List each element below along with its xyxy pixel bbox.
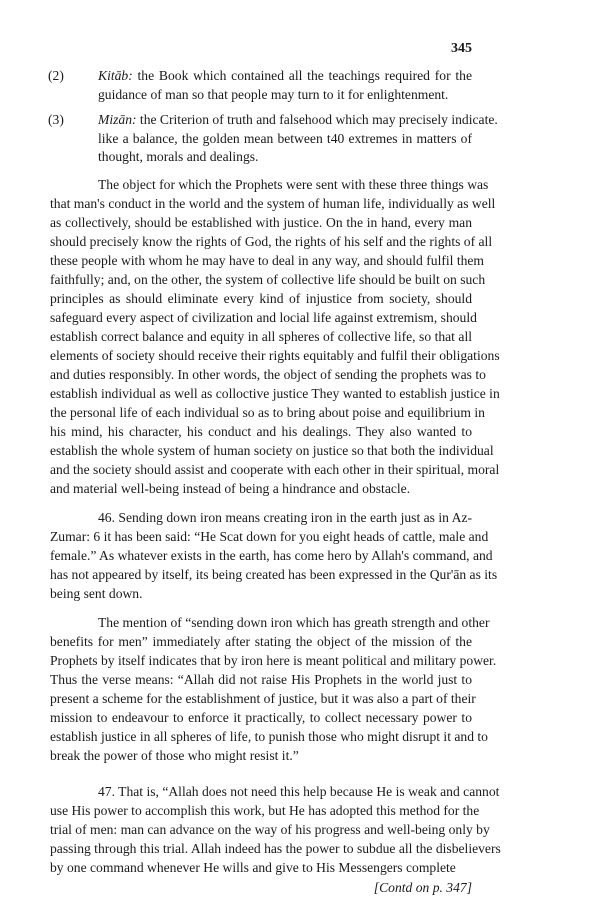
list-label: (2)	[48, 68, 64, 83]
note-47-paragraph	[50, 782, 501, 877]
text-line: principles as should eliminate every kind of injustice from society, should	[50, 291, 472, 306]
text-line: break the power of those who might resist it.”	[50, 748, 299, 763]
text-line: passing through this trial. Allah indeed has the power to subdue all the disbelievers	[50, 841, 501, 856]
text-line: guidance of man so that people may turn to it for enlightenment.	[98, 86, 449, 102]
text-line: safeguard every aspect of civilization and locial life against extremism, should	[50, 310, 477, 325]
text-line: Prophets by itself indicates that by iron here is meant political and military power.	[50, 653, 497, 668]
note-46-paragraph	[50, 508, 498, 603]
text-line: establish justice in all spheres of life, to punish those who might disrupt it and to	[50, 729, 488, 744]
text-line: like a balance, the golden mean between t40 extremes in matters of	[98, 130, 472, 146]
text-line: Thus the verse means: “Allah did not raise His Prophets in the world just to	[50, 672, 472, 687]
text-line: and the society should assist and cooperate with each other in their spiritual, moral	[50, 462, 500, 477]
text-line: by one command whenever He wills and give to His Messengers complete	[50, 860, 456, 875]
text-line: benefits for men” immediately after stating the object of the mission of the	[50, 634, 472, 649]
definition-text: the Criterion of truth and falsehood which may precisely indicate.	[136, 112, 498, 127]
text-line: should precisely know the rights of God, the rights of his self and the rights of all	[50, 234, 493, 249]
text-line: present a scheme for the establishment of justice, but it was also a part of their	[50, 691, 476, 706]
text-line: trial of men: man can advance on the way of his progress and well-being only by	[50, 822, 490, 837]
text-line: the personal life of each individual so as to bring about poise and equilibrium in	[50, 405, 485, 420]
text-line: and duties responsibly. In other words, the object of sending the prophets was to	[50, 367, 486, 382]
text-line: has not appeared by itself, its being created has been expressed in the Qur'ān as its	[50, 567, 498, 582]
text-line: as collectively, should be established with justice. On the in hand, every man	[50, 215, 472, 230]
text-line: female.” As whatever exists in the earth, has come hero by Allah's command, and	[50, 548, 493, 563]
text-line: The object for which the Prophets were sent with these three things was	[98, 177, 489, 192]
text-line: The mention of “sending down iron which has greath strength and other	[98, 615, 490, 630]
text-line: being sent down.	[50, 586, 143, 601]
text-line: his mind, his character, his conduct and his dealings. They also wanted to	[50, 424, 472, 439]
text-line: 46. Sending down iron means creating iron in the earth just as in Az-	[98, 510, 472, 525]
text-line: elements of society should receive their rights equitably and fulfil their obligations	[50, 348, 500, 363]
defined-term: Kitāb:	[98, 68, 133, 83]
continuation-note: [Contd on p. 347]	[373, 880, 472, 895]
text-line: mission to endeavour to enforce it practically, to collect necessary power to	[50, 710, 472, 725]
text-line: that man's conduct in the world and the system of human life, individually as well	[50, 196, 496, 211]
defined-term: Mizān:	[98, 112, 137, 127]
list-body	[98, 111, 498, 167]
text-line: these people with whom he may have to deal in any way, and should fulfil them	[50, 253, 485, 268]
text-line: and material well-being instead of being a hindrance and obstacle.	[50, 481, 411, 496]
text-line: establish individual as well as colloctive justice They wanted to establish justice in	[50, 386, 500, 401]
page-number: 345	[451, 41, 472, 56]
paragraph-object-of-prophets	[50, 175, 500, 498]
list-body	[98, 67, 472, 104]
text-line: thought, morals and dealings.	[98, 149, 259, 164]
paragraph-mention-of-iron	[50, 613, 497, 765]
text-line: use His power to accomplish this work, but He has adopted this method for the	[50, 803, 480, 818]
list-label: (3)	[48, 112, 64, 127]
definition-text: the Book which contained all the teachings required for the	[132, 68, 472, 83]
text-line	[98, 67, 472, 86]
text-line: faithfully; and, on the other, the system of collective life should be built on such	[50, 272, 486, 287]
text-line	[98, 111, 498, 130]
text-line: establish the whole system of human society on justice so that both the individual	[50, 443, 494, 458]
text-line: establish correct balance and equity in all spheres of collective life, so that all	[50, 329, 472, 344]
text-line: Zumar: 6 it has been said: “He Scat down for you eight heads of cattle, male and	[50, 529, 489, 544]
text-line: 47. That is, “Allah does not need this help because He is weak and cannot	[98, 784, 500, 799]
